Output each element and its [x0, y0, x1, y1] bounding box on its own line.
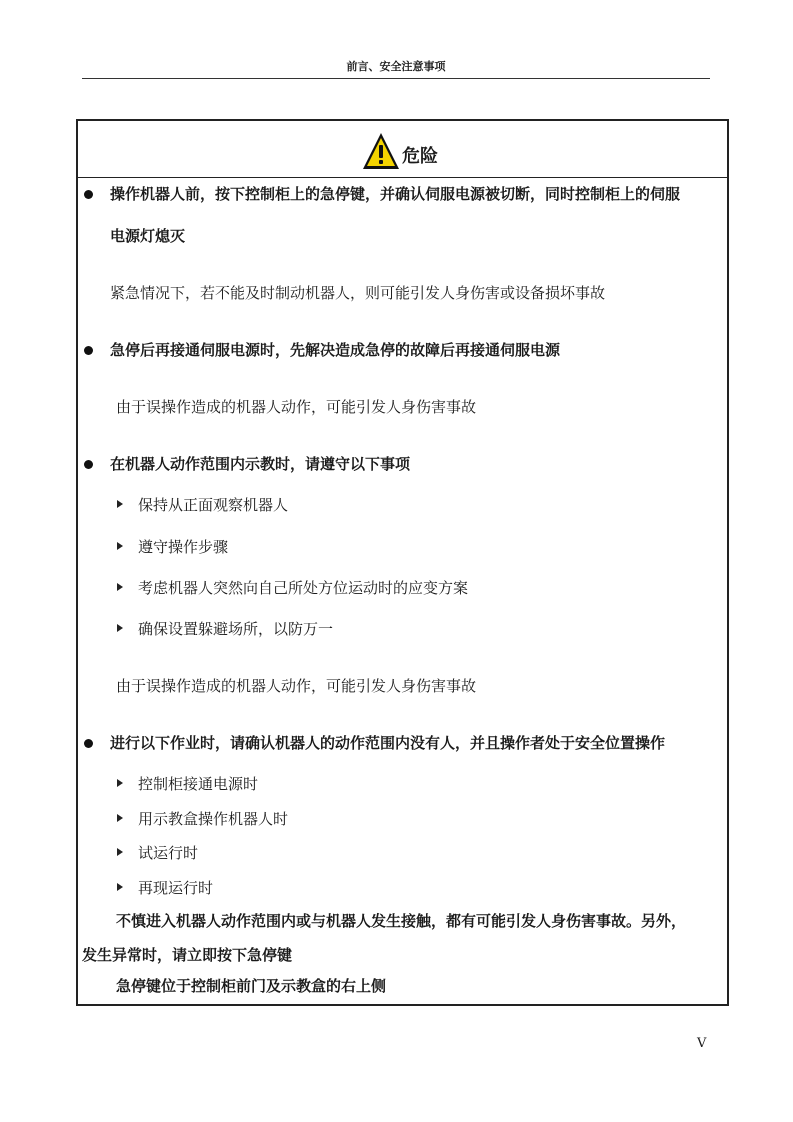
list-item: 保持从正面观察机器人 [138, 496, 289, 514]
bullet-dot [84, 190, 93, 199]
section-4-note-location: 急停键位于控制柜前门及示教盒的右上侧 [116, 977, 387, 995]
danger-label: 危险 [402, 146, 438, 167]
triangle-bullet-icon [117, 883, 123, 891]
triangle-bullet-icon [117, 500, 123, 508]
warning-triangle-icon [362, 132, 400, 172]
section-1-heading: 操作机器人前，按下控制柜上的急停键，并确认伺服电源被切断，同时控制柜上的伺服 [110, 185, 681, 203]
triangle-bullet-icon [117, 814, 123, 822]
danger-box [76, 119, 729, 1006]
triangle-bullet-icon [117, 779, 123, 787]
section-2-heading: 急停后再接通伺服电源时，先解决造成急停的故障后再接通伺服电源 [110, 341, 561, 359]
bullet-dot [84, 739, 93, 748]
bullet-dot [84, 346, 93, 355]
triangle-bullet-icon [117, 542, 123, 550]
danger-box-divider [76, 177, 729, 178]
section-4-note: 不慎进入机器人动作范围内或与机器人发生接触，都有可能引发人身伤害事故。另外， [116, 912, 687, 930]
section-1-consequence: 紧急情况下，若不能及时制动机器人，则可能引发人身伤害或设备损坏事故 [110, 284, 606, 302]
section-2-consequence: 由于误操作造成的机器人动作，可能引发人身伤害事故 [116, 398, 477, 416]
triangle-bullet-icon [117, 848, 123, 856]
list-item: 试运行时 [138, 844, 199, 862]
bullet-dot [84, 460, 93, 469]
triangle-bullet-icon [117, 624, 123, 632]
list-item: 用示教盒操作机器人时 [138, 810, 289, 828]
section-3-consequence: 由于误操作造成的机器人动作，可能引发人身伤害事故 [116, 677, 477, 695]
header-rule [82, 78, 710, 79]
triangle-bullet-icon [117, 583, 123, 591]
section-4-heading: 进行以下作业时，请确认机器人的动作范围内没有人，并且操作者处于安全位置操作 [110, 734, 666, 752]
section-4-note-cont: 发生异常时，请立即按下急停键 [82, 946, 293, 964]
section-3-heading: 在机器人动作范围内示教时，请遵守以下事项 [110, 455, 411, 473]
list-item: 确保设置躲避场所，以防万一 [138, 620, 334, 638]
page-header-title: 前言、安全注意事项 [346, 60, 446, 73]
section-1-heading-cont: 电源灯熄灭 [110, 227, 186, 245]
list-item: 考虑机器人突然向自己所处方位运动时的应变方案 [138, 579, 469, 597]
list-item: 遵守操作步骤 [138, 538, 229, 556]
danger-title [362, 122, 438, 172]
page-number: V [697, 1036, 707, 1051]
list-item: 控制柜接通电源时 [138, 775, 259, 793]
list-item: 再现运行时 [138, 879, 214, 897]
